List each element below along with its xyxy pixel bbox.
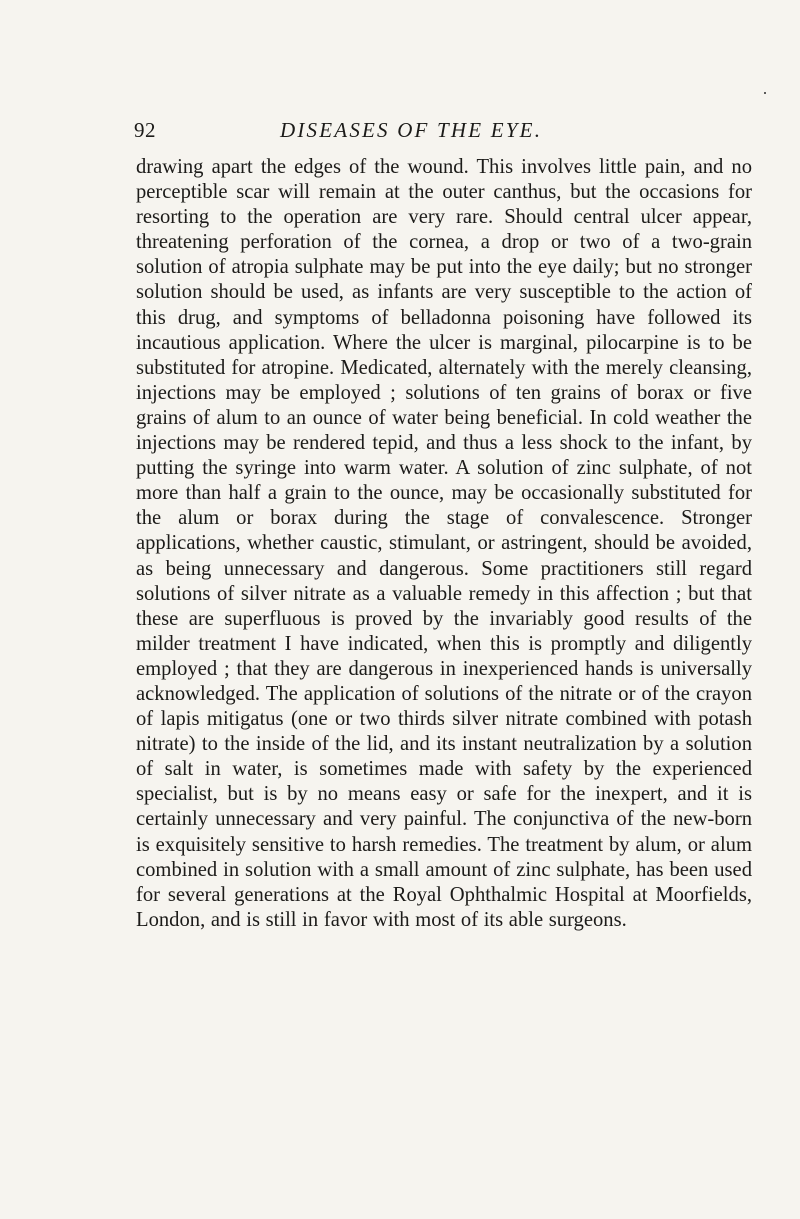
page-number: 92 [134,118,156,142]
page-header [110,118,750,148]
ink-speck [764,92,766,94]
paragraph: drawing apart the edges of the wound. This involves little pain, and no perceptible scar will remain at the outer canthus, but the occasions for resorting to the operation are very rare. Should central ulcer appear, threatening perforation of the cornea, a drop or two of a two-grain solution of atropia sulphate may be put into the eye daily; but no stronger solution should be used, as infants are very susceptible to the action of this drug, and symptoms of belladonna poisoning have followed its incautious application. Where the ulcer is marginal, pilocarpine is to be substituted for atropine. Medicated, alternately with the merely cleansing, injections may be employed ; solutions of ten grains of borax or five grains of alum to an ounce of water being beneficial. In cold weather the injections may be rendered tepid, and thus a less shock to the infant, by putting the syringe into warm water. A solution of zinc sulphate, of not more than half a grain to the ounce, may be occasionally substituted for the alum or borax during the stage of convalescence. Stronger applications, whether caustic, stimulant, or astringent, should be avoided, as being unnecessary and dangerous. Some practitioners still regard solutions of silver nitrate as a valuable remedy in this affection ; but that these are superfluous is proved by the invariably good results of the milder treatment I have indicated, when this is promptly and diligently employed ; that they are dangerous in inexperienced hands is universally acknowledged. The application of solutions of the nitrate or of the crayon of lapis mitigatus (one or two thirds silver nitrate combined with potash nitrate) to the inside of the lid, and its instant neutralization by a solution of salt in water, is sometimes made with safety by the experienced specialist, but is by no means easy or safe for the inexpert, and it is certainly unnecessary and very painful. The conjunctiva of the new-born is exquisitely sensitive to harsh remedies. The treatment by alum, or alum combined in solution with a small amount of zinc sulphate, has been used for several generations at the Royal Ophthalmic Hospital at Moorfields, London, and is still in favor with most of its able surgeons. [136,156,752,931]
running-head: DISEASES OF THE EYE. [280,118,543,142]
body-text [136,155,752,933]
